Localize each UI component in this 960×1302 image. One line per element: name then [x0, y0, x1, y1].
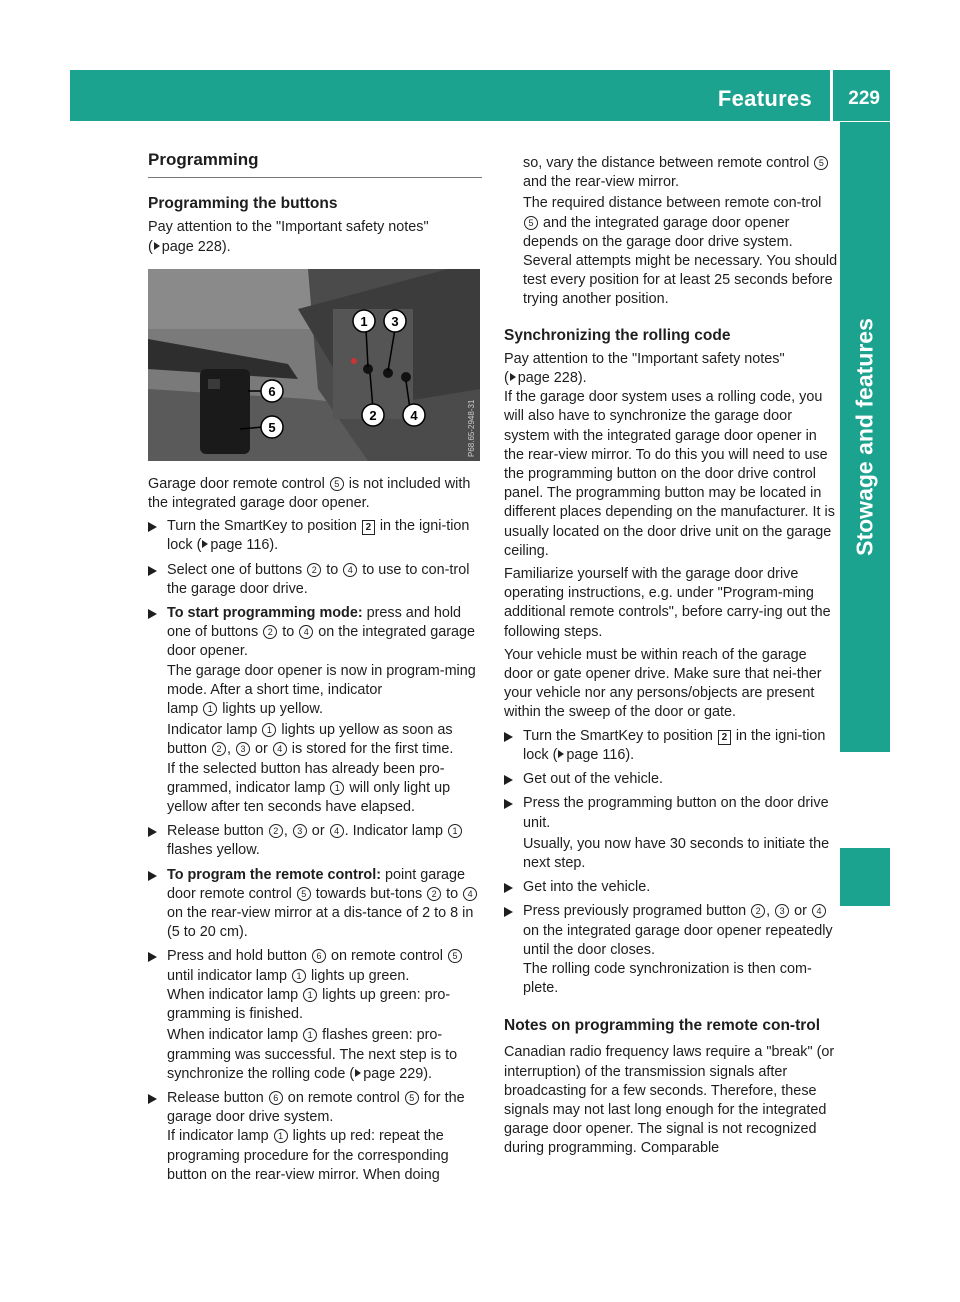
step-program-remote: To program the remote control: point garage door remote control 5 towards but-tons 2 to 4 on the rear-view mirror at a dis-tance of 2 to 8 in (5 to 20 cm). [148, 866, 482, 943]
step-turn-smartkey: Turn the SmartKey to position 2 in the igni-tion lock ( page 116). [148, 517, 482, 555]
mirror-buttons-figure [148, 269, 480, 461]
step-select-button: Select one of buttons 2 to 4 to use to con-trol the garage door drive. [148, 561, 482, 599]
intro-line: Pay attention to the "Important safety notes" ( page 228). [148, 219, 429, 255]
step-release-button: Release button 2 , 3 or 4 . Indicator lamp 1 flashes yellow. [148, 822, 482, 860]
callout-5: 5 [268, 419, 276, 435]
side-tab [840, 122, 890, 752]
step-r-get-out: Get out of the vehicle. [504, 770, 838, 789]
page-ref-icon [510, 373, 516, 381]
callout-6: 6 [268, 383, 276, 399]
page-ref-icon [154, 242, 160, 250]
header-title: Features [717, 86, 812, 111]
vehicle-reach-paragraph: Your vehicle must be within reach of the garage door or gate opener drive. Make sure that nei-ther your vehicle nor any persons/objects are present within the sweep of the door or gate. [504, 646, 822, 721]
subheading-rolling-code: Synchronizing the rolling code [504, 326, 731, 344]
step-r-get-in: Get into the vehicle. [504, 878, 838, 897]
callout-4: 4 [410, 407, 418, 423]
figure-caption: Garage door remote control 5 is not included with the integrated garage door opener. [148, 475, 471, 512]
section-title: Programming [148, 150, 482, 178]
right-column [504, 150, 838, 1163]
step-release-remote: Release button 6 on remote control 5 for the garage door drive system. If indicator lamp 1 lights up red: repeat the programing procedure for the corresponding button on the rear-view mirror. When doing [148, 1089, 482, 1185]
step-continued: so, vary the distance between remote control 5 and the rear-view mirror. The required distance between remote con-trol 5 and the integrated garage door opener depends on the garage door drive system. Several attempts might be necessary. You should test every position for at least 25 seconds before trying another position. [523, 155, 838, 308]
subheading-programming-buttons: Programming the buttons [148, 195, 338, 213]
callout-2: 2 [369, 407, 377, 423]
rolling-code-paragraph: If the garage door system uses a rolling code, you will also have to synchronize the garage door system with the integrated garage door opener in the rear-view mirror. To do this you will need to use the programming button on the door drive control panel. The programming button may be located in different places depending on the manufacturer. It is usually located on the door drive unit on the garage ceiling. [504, 389, 835, 559]
side-tab-label: Stowage and features [851, 318, 878, 556]
intro-line-2: Pay attention to the "Important safety notes" ( page 228). [504, 350, 785, 387]
page-number: 229 [848, 88, 880, 109]
callout-3: 3 [391, 313, 399, 329]
step-r-turn-smartkey: Turn the SmartKey to position 2 in the igni-tion lock ( page 116). [504, 727, 838, 765]
subheading-notes: Notes on programming the remote con-trol [504, 1017, 821, 1035]
notes-paragraph: Canadian radio frequency laws require a "break" (or interruption) of the transmission signals after broadcasting for a few seconds. Therefore, these signals may not last long enough for the integrated garage door opener. The signal is not recognized during programming. Comparable [504, 1044, 835, 1157]
side-tab-marker [840, 848, 890, 906]
header-separator [830, 70, 833, 121]
step-start-programming: To start programming mode: press and hold one of buttons 2 to 4 on the integrated garage door opener. The garage door opener is now in program-ming mode. After a short time, indicator lamp 1 lights up yellow. Indicator lamp 1 lights up yellow as soon as button 2 , 3 or 4 is stored for the first time. If the selected button has already been pro-grammed, indicator lamp 1 will only light up yellow after ten seconds have elapsed. [148, 604, 482, 817]
photo-code: P68.65-2948-31 [467, 399, 476, 457]
step-r-press-previously: Press previously programed button 2 , 3 or 4 on the integrated garage door opener repeatedly until the door closes. The rolling code synchronization is then com-plete. [504, 902, 838, 998]
step-press-hold: Press and hold button 6 on remote control 5 until indicator lamp 1 lights up green. When indicator lamp 1 lights up green: pro-gramming is finished. When indicator lamp 1 flashes green: pro-gramming was successful. The next step is to synchronize the rolling code ( page 229). [148, 947, 482, 1083]
left-column [148, 150, 482, 1190]
header-bar [70, 70, 890, 121]
step-r-press-programming: Press the programming button on the door drive unit. Usually, you now have 30 seconds to initiate the next step. [504, 794, 838, 873]
callout-1: 1 [360, 313, 368, 329]
familiarize-paragraph: Familiarize yourself with the garage door drive operating instructions, e.g. under "Program-ming additional remote controls", before carry-ing out the following steps. [504, 566, 831, 640]
